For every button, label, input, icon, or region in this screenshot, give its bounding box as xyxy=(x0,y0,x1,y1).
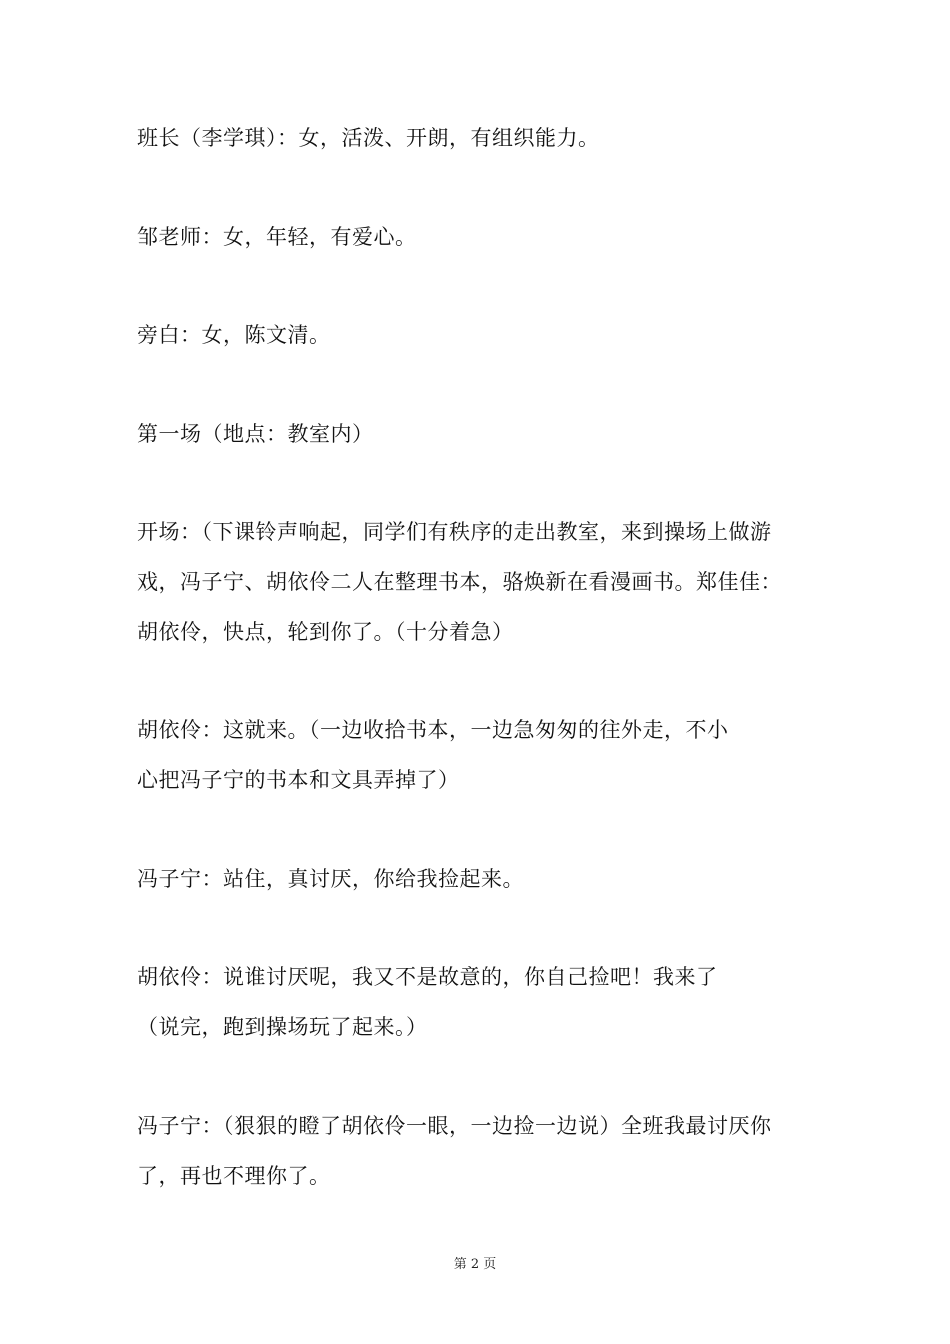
text-line-opening-3: 胡依伶，快点，轮到你了。（十分着急） xyxy=(137,620,514,644)
text-line-opening-2: 戏，冯子宁、胡依伶二人在整理书本，骆焕新在看漫画书。郑佳佳： xyxy=(137,570,782,594)
text-line-cast-narrator: 旁白：女，陈文清。 xyxy=(137,323,331,347)
text-line-dialogue-1a: 胡依伶：这就来。（一边收拾书本，一边急匆匆的往外走，不小 xyxy=(137,718,729,742)
text-line-dialogue-3a: 胡依伶：说谁讨厌呢，我又不是故意的，你自己捡吧！我来了 xyxy=(137,965,718,989)
text-line-dialogue-3b: （说完，跑到操场玩了起来。） xyxy=(137,1015,428,1039)
scene-heading: 第一场（地点：教室内） xyxy=(137,422,374,446)
text-line-opening-1: 开场：（下课铃声响起，同学们有秩序的走出教室，来到操场上做游 xyxy=(137,520,772,544)
text-line-dialogue-2: 冯子宁：站住，真讨厌，你给我捡起来。 xyxy=(137,867,524,891)
text-line-cast-teacher: 邹老师：女，年轻，有爱心。 xyxy=(137,225,417,249)
text-line-dialogue-4b: 了，再也不理你了。 xyxy=(137,1164,331,1188)
page-number-footer: 第 2 页 xyxy=(453,1257,497,1272)
text-line-dialogue-4a: 冯子宁：（狠狠的瞪了胡依伶一眼，一边捡一边说）全班我最讨厌你 xyxy=(137,1114,772,1138)
text-line-dialogue-1b: 心把冯子宁的书本和文具弄掉了） xyxy=(137,768,460,792)
text-line-cast-monitor: 班长（李学琪）：女，活泼、开朗，有组织能力。 xyxy=(137,126,600,150)
